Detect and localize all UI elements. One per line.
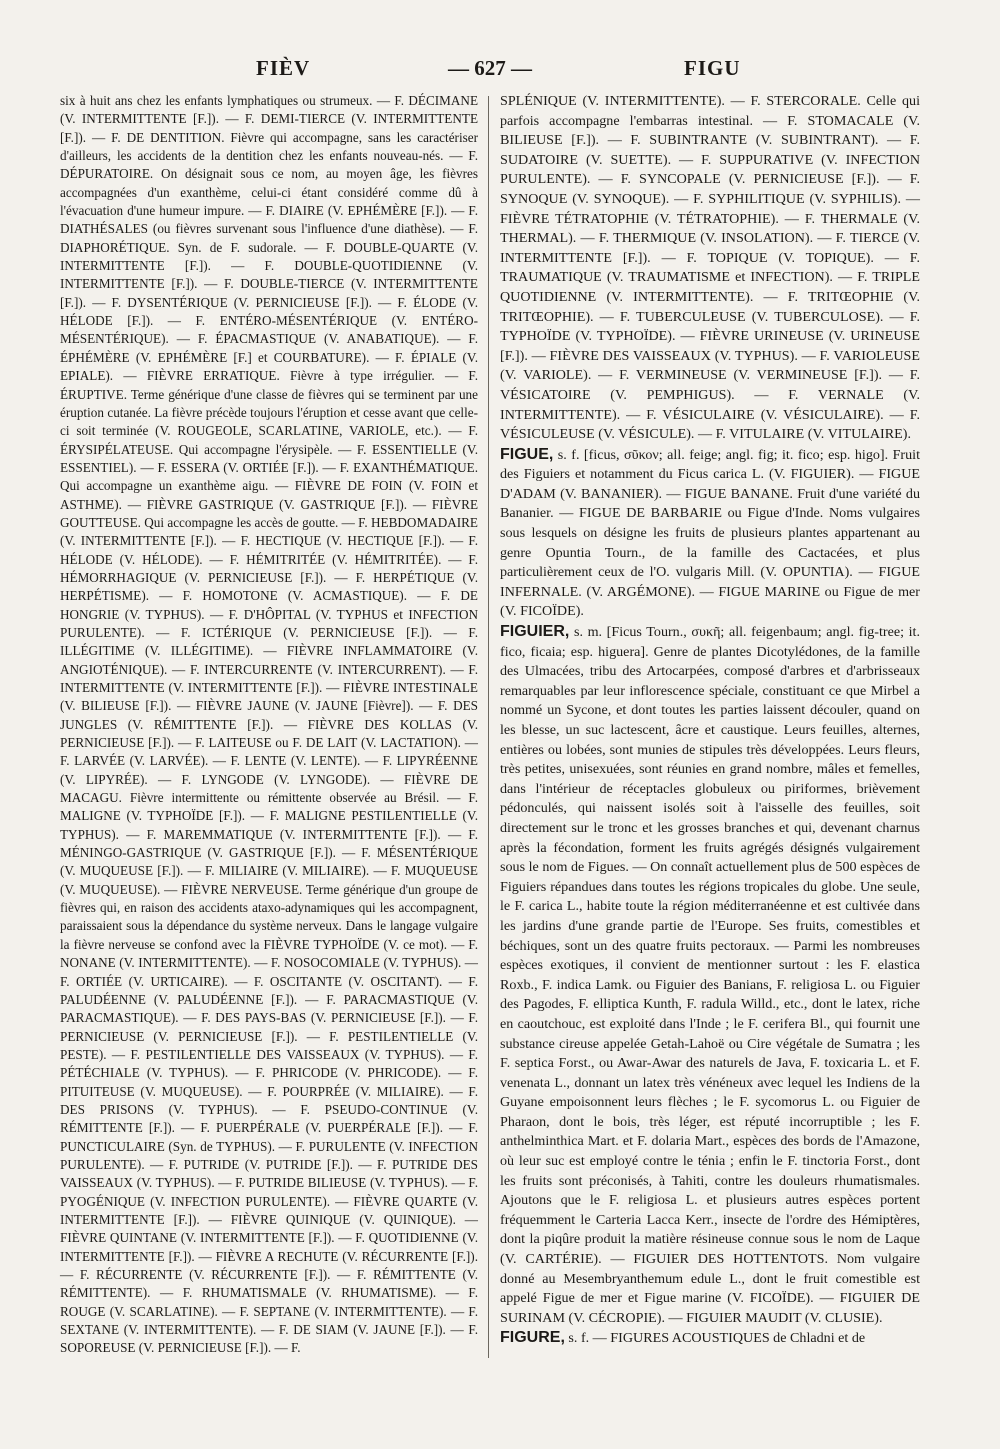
right-column-intro: SPLÉNIQUE (V. INTERMITTENTE). — F. STERCORALE. Celle qui parfois accompagne l'embarras intestinal. — F. STOMACALE (V. BILIEUSE [F.]). — F. SUBINTRANTE (V. SUBINTRANT). — F. SUDATOIRE (V. SUETTE). — F. SUPPURATIVE (V. INFECTION PURULENTE). — F. SYNCOPALE (V. PERNICIEUSE [F.]). — F. SYNOQUE (V. SYNOQUE). — F. SYPHILITIQUE (V. SYPHILIS). — FIÈVRE TÉTRATOPHIE (V. TÉTRATOPHIE). — F. THERMALE (V. THERMAL). — F. THERMIQUE (V. INSOLATION). — F. TIERCE (V. INTERMITTENTE [F.]). — F. TOPIQUE (V. TOPIQUE). — F. TRAUMATIQUE (V. TRAUMATISME et INFECTION). — F. TRIPLE QUOTIDIENNE (V. INTERMITTENTE). — F. TRITŒOPHIE (V. TRITŒOPHIE). — F. TUBERCULEUSE (V. TUBERCULOSE). — F. TYPHOÏDE (V. TYPHOÏDE). — FIÈVRE URINEUSE (V. URINEUSE [F.]). — FIÈVRE DES VAISSEAUX (V. TYPHUS). — F. VARIOLEUSE (V. VARIOLE). — F. VERMINEUSE (V. VERMINEUSE [F.]). — F. VÉSICATOIRE (V. PEMPHIGUS). — F. VERNALE (V. INTERMITTENTE). — F. VÉSICULAIRE (V. VÉSICULAIRE). — F. VÉSICULEUSE (V. VÉSICULE). — F. VITULAIRE (V. VITULAIRE). xyxy=(500,93,920,443)
entry-figue xyxy=(500,445,920,622)
entry-figuier-head: FIGUIER, xyxy=(500,623,570,641)
column-divider xyxy=(488,96,489,1358)
entry-figue-text: s. f. [ficus, σῦκον; all. feige; angl. fig; it. fico; esp. higo]. Fruit des Figuiers et notamment du Ficus carica L. (V. FIGUIER). — FIGUE D'ADAM (V. BANANIER). — FIGUE BANANE. Fruit d'une variété du Bananier. — FIGUE DE BARBARIE ou Figue d'Inde. Noms vulgaires sous lesquels on désigne les fruits de plusieurs plantes appartenant au genre Opuntia Tourn., de la famille des Cactacées, et plus particulièrement ceux de l'O. vulgaris Mill. (V. OPUNTIA). — FIGUE INFERNALE. (V. ARGÉMONE). — FIGUE MARINE ou Figue de mer (V. FICOÏDE). xyxy=(500,446,920,620)
entry-figure xyxy=(500,1328,920,1349)
left-column-text: six à huit ans chez les enfants lymphatiques ou strumeux. — F. DÉCIMANE (V. INTERMITTENTE [F.]). — F. DEMI-TIERCE (V. INTERMITTENTE [F.]). — F. DE DENTITION. Fièvre qui accompagne, sans les caractériser d'ailleurs, les accidents de la dentition chez les enfants nouveau-nés. — F. DÉPURATOIRE. On désignait sous ce nom, au moyen âge, les fièvres accompagnées d'un exanthème, celui-ci étant considéré comme dû à l'évacuation d'une humeur impure. — F. DIAIRE (V. EPHÉMÈRE [F.]). — F. DIATHÉSALES (ou fièvres survenant sous l'influence d'une diathèse). — F. DIAPHORÉTIQUE. Syn. de F. sudorale. — F. DOUBLE-QUARTE (V. INTERMITTENTE [F.]). — F. DOUBLE-QUOTIDIENNE (V. INTERMITTENTE [F.]). — F. DOUBLE-TIERCE (V. INTERMITTENTE [F.]). — F. DYSENTÉRIQUE (V. PERNICIEUSE [F.]). — F. ÉLODE (V. HÉLODE [F.]). — F. ENTÉRO-MÉSENTÉRIQUE (V. ENTÉRO-MÉSENTÉRIQUE). — F. ÉPACMASTIQUE (V. ANABATIQUE). — F. ÉPHÉMÈRE (V. EPHÉMÈRE [F.] et COURBATURE). — F. ÉPIALE (V. EPIALE). — FIÈVRE ERRATIQUE. Fièvre à type irrégulier. — F. ÉRUPTIVE. Terme générique d'une classe de fièvres qui se terminent par une éruption cutanée. La fièvre précède toujours l'éruption et cesse avant que celle-ci soit terminée (V. ROUGEOLE, SCARLATINE, VARIOLE, etc.). — F. ÉRYSIPÉLATEUSE. Qui accompagne l'érysipèle. — F. ESSENTIELLE (V. ESSENTIEL). — F. ESSERA (V. ORTIÉE [F.]). — F. EXANTHÉMATIQUE. Qui accompagne un exanthème aigu. — FIÈVRE DE FOIN (V. FOIN et ASTHME). — FIÈVRE GASTRIQUE (V. GASTRIQUE [F.]). — FIÈVRE GOUTTEUSE. Qui accompagne les accès de goutte. — F. HEBDOMADAIRE (V. INTERMITTENTE [F.]). — F. HECTIQUE (V. HECTIQUE [F.]). — F. HÉLODE (V. HÉLODE). — F. HÉMITRITÉE (V. HÉMITRITÉE). — F. HÉMORRHAGIQUE (V. PERNICIEUSE [F.]). — F. HERPÉTIQUE (V. HERPÉTISME). — F. HOMOTONE (V. ACMASTIQUE). — F. DE HONGRIE (V. TYPHUS). — F. D'HÔPITAL (V. TYPHUS et INFECTION PURULENTE). — F. ICTÉRIQUE (V. PERNICIEUSE [F.]). — F. ILLÉGITIME (V. ILLÉGITIME). — FIÈVRE INFLAMMATOIRE (V. ANGIOTÉNIQUE). — F. INTERCURRENTE (V. INTERCURRENT). — F. INTERMITTENTE (V. INTERMITTENTE [F.]). — FIÈVRE INTESTINALE (V. BILIEUSE [F.]). — FIÈVRE JAUNE (V. JAUNE [Fièvre]). — F. DES JUNGLES (V. RÉMITTENTE [F.]). — FIÈVRE DES KOLLAS (V. PERNICIEUSE [F.]). — F. LAITEUSE ou F. DE LAIT (V. LACTATION). — F. LARVÉE (V. LARVÉE). — F. LENTE (V. LENTE). — F. LIPYRÉENNE (V. LIPYRÉE). — F. LYNGODE (V. LYNGODE). — FIÈVRE DE MACAGU. Fièvre intermittente ou rémittente observée au Brésil. — F. MALIGNE (V. TYPHOÏDE [F.]). — F. MALIGNE PESTILENTIELLE (V. TYPHUS). — F. MAREMMATIQUE (V. INTERMITTENTE [F.]). — F. MÉNINGO-GASTRIQUE (V. GASTRIQUE [F.]). — F. MÉSENTÉRIQUE (V. MUQUEUSE [F.]). — F. MILIAIRE (V. MILIAIRE). — F. MUQUEUSE (V. MUQUEUSE). — FIÈVRE NERVEUSE. Terme générique d'un groupe de fièvres qui, en raison des accidents ataxo-adynamiques qui les accompagnent, paraissaient sous la dépendance du système nerveux. Dans le langage vulgaire la fièvre nerveuse se confond avec la FIÈVRE TYPHOÏDE (V. ce mot). — F. NONANE (V. INTERMITTENTE). — F. NOSOCOMIALE (V. TYPHUS). — F. ORTIÉE (V. URTICAIRE). — F. OSCITANTE (V. OSCITANT). — F. PALUDÉENNE (V. PALUDÉENNE [F.]). — F. PARACMASTIQUE (V. PARACMASTIQUE). — F. DES PAYS-BAS (V. PERNICIEUSE [F.]). — F. PERNICIEUSE (V. PERNICIEUSE [F.]). — F. PESTILENTIELLE (V. PESTE). — F. PESTILENTIELLE DES VAISSEAUX (V. TYPHUS). — F. PÉTÉCHIALE (V. TYPHUS). — F. PHRICODE (V. PHRICODE). — F. PITUITEUSE (V. MUQUEUSE). — F. POURPRÉE (V. MILIAIRE). — F. DES PRISONS (V. TYPHUS). — F. PSEUDO-CONTINUE (V. RÉMITTENTE [F.]). — F. PUERPÉRALE (V. PUERPÉRALE [F.]). — F. PUNCTICULAIRE (Syn. de TYPHUS). — F. PURULENTE (V. INFECTION PURULENTE). — F. PUTRIDE (V. PUTRIDE [F.]). — F. PUTRIDE DES VAISSEAUX (V. TYPHUS). — F. PUTRIDE BILIEUSE (V. TYPHUS). — F. PYOGÉNIQUE (V. INFECTION PURULENTE). — FIÈVRE QUARTE (V. INTERMITTENTE [F.]). — FIÈVRE QUINIQUE (V. QUINIQUE). — FIÈVRE QUINTANE (V. INTERMITTENTE [F.]). — F. QUOTIDIENNE (V. INTERMITTENTE [F.]). — FIÈVRE A RECHUTE (V. RÉCURRENTE [F.]). — F. RÉCURRENTE (V. RÉCURRENTE [F.]). — F. RÉMITTENTE (V. RÉMITTENTE). — F. RHUMATISMALE (V. RHUMATISME). — F. ROUGE (V. SCARLATINE). — F. SEPTANE (V. INTERMITTENTE). — F. SEXTANE (V. INTERMITTENTE). — F. DE SIAM (V. JAUNE [F.]). — F. SOPOREUSE (V. PERNICIEUSE [F.]). — F. xyxy=(60,93,478,1356)
left-column xyxy=(60,92,478,1358)
entry-figure-text: s. f. — FIGURES ACOUSTIQUES de Chladni et de xyxy=(564,1330,866,1347)
running-header xyxy=(0,56,1000,88)
entry-figuier xyxy=(500,622,920,1328)
entry-figuier-text: s. m. [Ficus Tourn., συκῆ; all. feigenbaum; angl. fig-tree; it. fico, ficaia; esp. higuera]. Genre de plantes Dicotylédones, de la famille des Ulmacées, tribu des Artocarpées, composé d'arbres et d'arbrisseaux remarquables par leur inflorescence spéciale, constituant ce que Mirbel a nommé un Sycone, et dont toutes les parties laissent découler, quand on les blesse, un suc lactescent, âcre et caustique. Leurs feuilles, alternes, entières ou lobées, sont munies de stipules très développées. Leurs fleurs, très petites, unisexuées, sont réunies en grand nombre, mâles et femelles, dans l'intérieur de réceptacles globuleux ou piriformes, brièvement pédonculés, qui naissent isolés soit à l'aisselle des feuilles, soit directement sur le tronc et les grosses branches et qui, devenant charnus après la fécondation, forment les fruits agrégés désignés vulgairement sous le nom de Figues. — On connaît actuellement plus de 500 espèces de Figuiers répandues dans toutes les régions tropicales du globe. Une seule, le F. carica L., habite toute la région méditerranéenne et est cultivée dans les jardins d'une grande partie de l'Europe. Ses fruits, comestibles et béchiques, sont un des quatre fruits pectoraux. — Parmi les nombreuses espèces exotiques, il convient de mentionner surtout : les F. elastica Roxb., F. indica Lamk. ou Figuier des Banians, F. religiosa L. ou Figuier des Pagodes, F. elliptica Kunth, F. radula Willd., etc., dont le latex, riche en caoutchouc, est exploité dans l'Inde ; le F. cerifera Bl., qui fournit une substance cireuse appelée Getah-Lahoë ou Cire végétale de Sumatra ; les F. septica Forst., ou Awar-Awar des naturels de Java, F. toxicaria L. et F. venenata L., donnant un latex très vénéneux avec lequel les Indiens de la Guyane empoisonnent leurs flèches ; le F. sycomorus L. ou Figuier de Pharaon, dont le bois, très léger, est réputé incorruptible ; les F. anthelminthica Mart. et F. dolaria Mart., espèces des bords de l'Amazone, où leur suc est employé contre le ténia ; enfin le F. tinctoria Forst., dont les fruits sont préconisés, à Tahiti, contre les douleurs rhumatismales. Ajoutons que le F. religiosa L. et plusieurs autres espèces portent fréquemment le Carteria Lacca Kerr., insecte de l'ordre des Hémiptères, dont la piqûre produit la matière résineuse connue sous le nom de Laque (V. CARTÉRIE). — FIGUIER DES HOTTENTOTS. Nom vulgaire donné au Mesembryanthemum edule L., dont le fruit comestible est appelé Figue de mer et Figue marine (V. FICOÏDE). — FIGUIER DE SURINAM (V. CÉCROPIE). — FIGUIER MAUDIT (V. CLUSIE). xyxy=(500,624,920,1326)
entry-figure-head: FIGURE, xyxy=(500,1329,565,1347)
header-right-word: FIGU xyxy=(684,56,741,80)
header-left-word: FIÈV xyxy=(256,56,311,80)
entry-figue-head: FIGUE, xyxy=(500,445,554,463)
page-number: — 627 — xyxy=(448,56,532,80)
right-column xyxy=(500,92,920,1349)
